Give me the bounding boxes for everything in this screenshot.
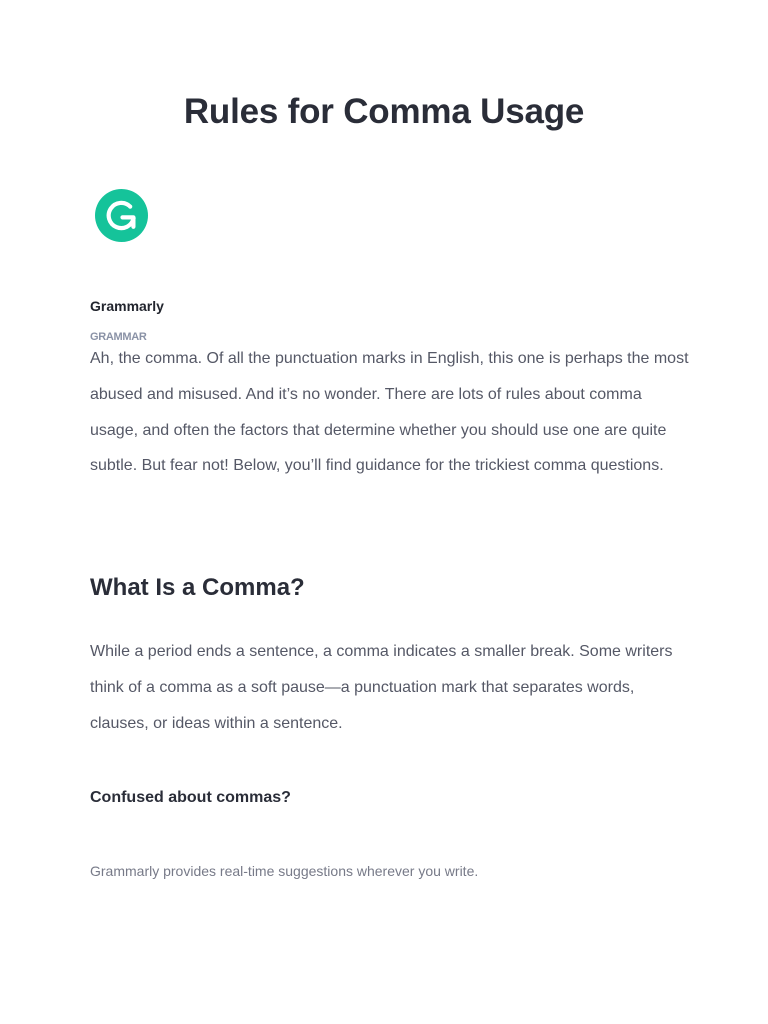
author-name[interactable]: Grammarly <box>90 298 164 314</box>
grammarly-logo-icon <box>95 189 148 242</box>
intro-paragraph: Ah, the comma. Of all the punctuation marks in English, this one is perhaps the most abused and misused. And it’s no wonder. There are lots of rules about comma usage, and often the factors that determine whether you should use one are quite subtle. But fear not! Below, you’ll find guidance for the trickiest comma questions. <box>90 350 689 475</box>
cta-heading: Confused about commas? <box>90 789 291 806</box>
cta-description: Grammarly provides real-time suggestions wherever you write. <box>90 863 479 879</box>
section-paragraph: While a period ends a sentence, a comma indicates a smaller break. Some writers think of a comma as a soft pause—a punctuation mark that separates words, clauses, or ideas within a sentence. <box>90 643 673 732</box>
section-heading: What Is a Comma? <box>90 574 305 601</box>
category-tag[interactable]: GRAMMAR <box>90 331 147 343</box>
page-title: Rules for Comma Usage <box>183 92 585 131</box>
